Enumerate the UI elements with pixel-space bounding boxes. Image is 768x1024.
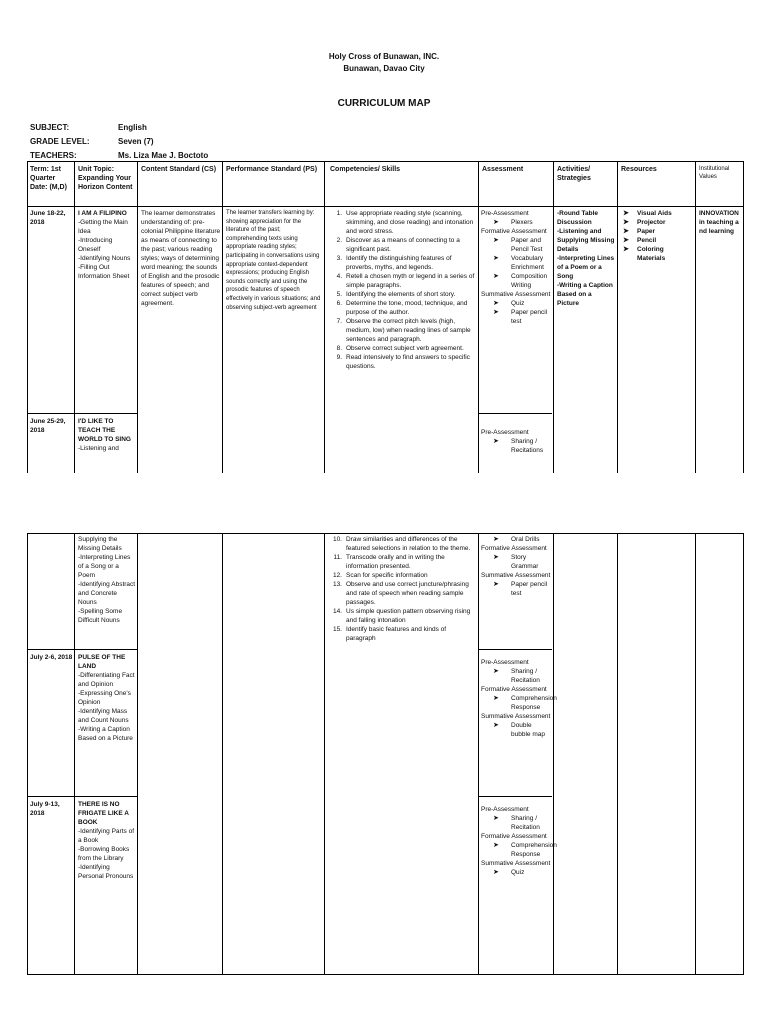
competency-text: Identify the distinguishing features of proverbs, myths, and legends. [346, 255, 452, 271]
competency-number: 15. [332, 626, 342, 633]
arrow-bullet-icon: ➤ [493, 438, 499, 445]
row1-content-standard: The learner demonstrates understanding of: pre-colonial Philippine literature as means of connecting to the past; various reading styles; ways of determining word meaning; the sounds of English and the prosodic features of speech; and correct subject verb agreement. [141, 210, 221, 307]
row3-date: July 2-6, 2018 [30, 654, 73, 661]
competency-text: Transcode orally and in writing the information presented. [346, 554, 445, 570]
teachers-value: Ms. Liza Mae J. Boctoto [118, 151, 209, 160]
assessment-item: ➤ Plexers [493, 219, 533, 226]
row1-date: June 18-22, 2018 [30, 210, 66, 226]
header-performance-standard: Performance Standard (PS) [226, 166, 318, 173]
competency-number: 2. [336, 237, 342, 244]
row2-unit-item: -Listening and [78, 445, 119, 452]
competency-number: 5. [336, 291, 342, 298]
row1-unit-item: -Introducing Oneself [78, 237, 113, 253]
row3-assessment-list [481, 658, 557, 739]
competency-text: Draw similarities and differences of the featured selections in relation to the theme. [346, 536, 471, 552]
row2-unit-item: -Identifying Abstract and Concrete Nouns [78, 581, 136, 606]
assessment-heading: Formative Assessment [481, 545, 547, 552]
competency-text: Discover as a means of connecting to a significant past. [346, 237, 460, 253]
arrow-bullet-icon: ➤ [493, 581, 499, 588]
header-competencies: Competencies/ Skills [330, 166, 401, 173]
competency-item [330, 299, 476, 317]
competencies-list-page2 [330, 535, 476, 643]
competency-item [330, 290, 476, 299]
competency-number: 7. [336, 318, 342, 325]
competency-item [330, 625, 476, 643]
header-resources: Resources [621, 166, 657, 173]
competency-number: 10. [332, 536, 342, 543]
competencies-list-page1 [330, 209, 476, 371]
header-term: Term: 1st Quarter Date: (M,D) [30, 166, 67, 191]
arrow-bullet-icon: ➤ [493, 722, 499, 729]
arrow-bullet-icon: ➤ [623, 210, 629, 217]
competency-item [330, 317, 476, 344]
assessment-item: ➤ Double bubble map [493, 722, 545, 738]
competency-text: Identifying the elements of short story. [346, 291, 456, 298]
assessment-item: ➤ Quiz [493, 869, 525, 876]
row2-unit-title: I'D LIKE TO TEACH THE WORLD TO SING [78, 418, 131, 443]
resource-item: ➤ Projector [623, 219, 666, 226]
row2-unit-item: Supplying the Missing Details [78, 536, 122, 552]
arrow-bullet-icon: ➤ [493, 536, 499, 543]
subject-label: SUBJECT: [30, 123, 70, 132]
assessment-heading: Formative Assessment [481, 228, 547, 235]
arrow-bullet-icon: ➤ [623, 219, 629, 226]
assessment-item: ➤ Paper and Pencil Test [493, 237, 543, 253]
competency-number: 14. [332, 608, 342, 615]
assessment-item: ➤ Sharing / Recitations [493, 438, 544, 454]
row1-unit-item: -Filling Out Information Sheet [78, 264, 130, 280]
row2-unit-item: -Spelling Some Difficult Nouns [78, 608, 123, 624]
school-address: Bunawan, Davao City [343, 64, 425, 73]
row1-resources-list [621, 209, 693, 263]
row3-unit-item: -Differentiating Fact and Opinion [78, 672, 135, 688]
arrow-bullet-icon: ➤ [493, 869, 499, 876]
row1-unit-item: -Identifying Nouns [78, 255, 131, 262]
competency-item [330, 353, 476, 371]
competency-text: Use appropriate reading style (scanning, skimming, and close reading) and intonation and word stress. [346, 210, 474, 235]
competency-number: 6. [336, 300, 342, 307]
header-activities: Activities/ Strategies [557, 166, 591, 182]
row3-unit-item: -Expressing One's Opinion [78, 690, 131, 706]
assessment-heading: Summative Assessment [481, 572, 551, 579]
assessment-heading: Formative Assessment [481, 833, 547, 840]
assessment-item: ➤ Oral Drills [493, 536, 540, 543]
competency-item [330, 607, 476, 625]
activity-item: -Interpreting Lines of a Poem or a Song [557, 255, 615, 280]
competency-item [330, 272, 476, 290]
activity-item: -Round Table Discussion [557, 210, 599, 226]
arrow-bullet-icon: ➤ [493, 219, 499, 226]
header-unit-topic: Unit Topic: Expanding Your Horizon Content [78, 166, 133, 191]
activity-item: -Listening and Supplying Missing Details [557, 228, 615, 253]
assessment-item: ➤ Composition Writing [493, 273, 548, 289]
competency-number: 13. [332, 581, 342, 588]
assessment-heading: Pre-Assessment [481, 210, 529, 217]
competency-text: Read intensively to find answers to specific questions. [346, 354, 470, 370]
row3-unit [78, 653, 136, 743]
arrow-bullet-icon: ➤ [493, 273, 499, 280]
competency-item [330, 344, 476, 353]
assessment-heading: Formative Assessment [481, 686, 547, 693]
row2-assessment-list-continued [481, 535, 552, 598]
arrow-bullet-icon: ➤ [623, 246, 629, 253]
competency-text: Us simple question pattern observing rising and falling intonation [346, 608, 471, 624]
competency-item [330, 553, 476, 571]
row3-unit-title: PULSE OF THE LAND [78, 654, 126, 670]
row2-unit [78, 417, 136, 453]
arrow-bullet-icon: ➤ [623, 228, 629, 235]
competency-item [330, 254, 476, 272]
row4-unit-item: -Identifying Personal Pronouns [78, 864, 134, 880]
assessment-item: ➤ Comprehension Response [493, 695, 557, 711]
arrow-bullet-icon: ➤ [493, 554, 499, 561]
assessment-item: ➤ Sharing / Recitation [493, 815, 540, 831]
competency-item [330, 236, 476, 254]
row2-date: June 25-29, 2018 [30, 418, 66, 434]
row2-unit-continued [78, 535, 136, 625]
document-title: CURRICULUM MAP [337, 98, 431, 109]
assessment-item: ➤ Comprehension Response [493, 842, 557, 858]
teachers-label: TEACHERS: [30, 151, 77, 160]
assessment-item: ➤ Paper pencil test [493, 581, 548, 597]
arrow-bullet-icon: ➤ [493, 309, 499, 316]
header-content-standard: Content Standard (CS) [141, 166, 217, 173]
assessment-item: ➤ Vocabulary Enrichment [493, 255, 544, 271]
competency-item [330, 209, 476, 236]
competency-item [330, 571, 476, 580]
assessment-heading: Summative Assessment [481, 713, 551, 720]
row4-unit [78, 800, 136, 881]
resource-item: ➤ Visual Aids [623, 210, 672, 217]
assessment-item: ➤ Story Grammar [493, 554, 539, 570]
row4-unit-title: THERE IS NO FRIGATE LIKE A BOOK [78, 801, 129, 826]
competency-item [330, 535, 476, 553]
arrow-bullet-icon: ➤ [493, 255, 499, 262]
arrow-bullet-icon: ➤ [493, 668, 499, 675]
competency-number: 8. [336, 345, 342, 352]
assessment-heading: Pre-Assessment [481, 806, 529, 813]
assessment-item: ➤ Paper pencil test [493, 309, 548, 325]
competency-number: 1. [336, 210, 342, 217]
assessment-item: ➤ Quiz [493, 300, 525, 307]
arrow-bullet-icon: ➤ [493, 695, 499, 702]
grade-level-value: Seven (7) [118, 137, 154, 146]
competency-number: 9. [336, 354, 342, 361]
row2-unit-item: -Interpreting Lines of a Song or a Poem [78, 554, 131, 579]
header-institutional-values: Institutional Values [699, 166, 730, 180]
competency-number: 11. [333, 554, 342, 561]
competency-text: Observe and use correct juncture/phrasing and rate of speech when reading sample passages. [346, 581, 469, 606]
assessment-heading: Summative Assessment [481, 860, 551, 867]
row4-unit-item: -Borrowing Books from the Library [78, 846, 130, 862]
row1-activities [557, 209, 615, 308]
row4-date: July 9-13, 2018 [30, 801, 60, 817]
assessment-heading: Pre-Assessment [481, 429, 529, 436]
school-name: Holy Cross of Bunawan, INC. [328, 52, 440, 61]
row4-assessment-list [481, 805, 557, 877]
header-assessment: Assessment [482, 166, 524, 173]
resource-item: ➤ Coloring Materials [623, 246, 666, 262]
activity-item: -Writing a Caption Based on a Picture [557, 282, 613, 307]
row1-unit-title: I AM A FILIPINO [78, 210, 127, 217]
arrow-bullet-icon: ➤ [623, 237, 629, 244]
row4-unit-item: -Identifying Parts of a Book [78, 828, 134, 844]
arrow-bullet-icon: ➤ [493, 815, 499, 822]
row1-unit [78, 209, 136, 281]
arrow-bullet-icon: ➤ [493, 842, 499, 849]
competency-number: 4. [336, 273, 342, 280]
row3-unit-item: -Writing a Caption Based on a Picture [78, 726, 133, 742]
competency-number: 3. [336, 255, 342, 262]
resource-item: ➤ Paper [623, 228, 656, 235]
competency-item [330, 580, 476, 607]
competency-text: Identify basic features and kinds of paragraph [346, 626, 447, 642]
competency-text: Scan for specific information [346, 572, 428, 579]
subject-value: English [118, 123, 147, 132]
assessment-item: ➤ Sharing / Recitation [493, 668, 540, 684]
assessment-heading: Pre-Assessment [481, 659, 529, 666]
row1-unit-item: -Getting the Main Idea [78, 219, 128, 235]
row1-assessment-list [481, 209, 552, 326]
competency-number: 12. [332, 572, 342, 579]
row1-performance-standard: The learner transfers learning by: showing appreciation for the literature of the past; comprehending texts using appropriate reading styles; participating in conversations using appropriate context-dependent expressions; producing English sounds correctly and using the prosodic features of speech effectively in various situations; and observing subject-verb agreement [226, 210, 321, 311]
row3-unit-item: -Identifying Mass and Count Nouns [78, 708, 129, 724]
competency-text: Retell a chosen myth or legend in a series of simple paragraphs. [346, 273, 475, 289]
grade-level-label: GRADE LEVEL: [30, 137, 90, 146]
arrow-bullet-icon: ➤ [493, 237, 499, 244]
competency-text: Observe correct subject verb agreement. [346, 345, 464, 352]
row2-assessment-list [481, 428, 552, 455]
resource-item: ➤ Pencil [623, 237, 657, 244]
row1-institutional-values: INNOVATION in teaching and learning [699, 210, 739, 235]
assessment-heading: Summative Assessment [481, 291, 551, 298]
competency-text: Observe the correct pitch levels (high, medium, low) when reading lines of sample sentences and paragraph. [346, 318, 471, 343]
competency-text: Determine the tone, mood, technique, and purpose of the author. [346, 300, 468, 316]
arrow-bullet-icon: ➤ [493, 300, 499, 307]
